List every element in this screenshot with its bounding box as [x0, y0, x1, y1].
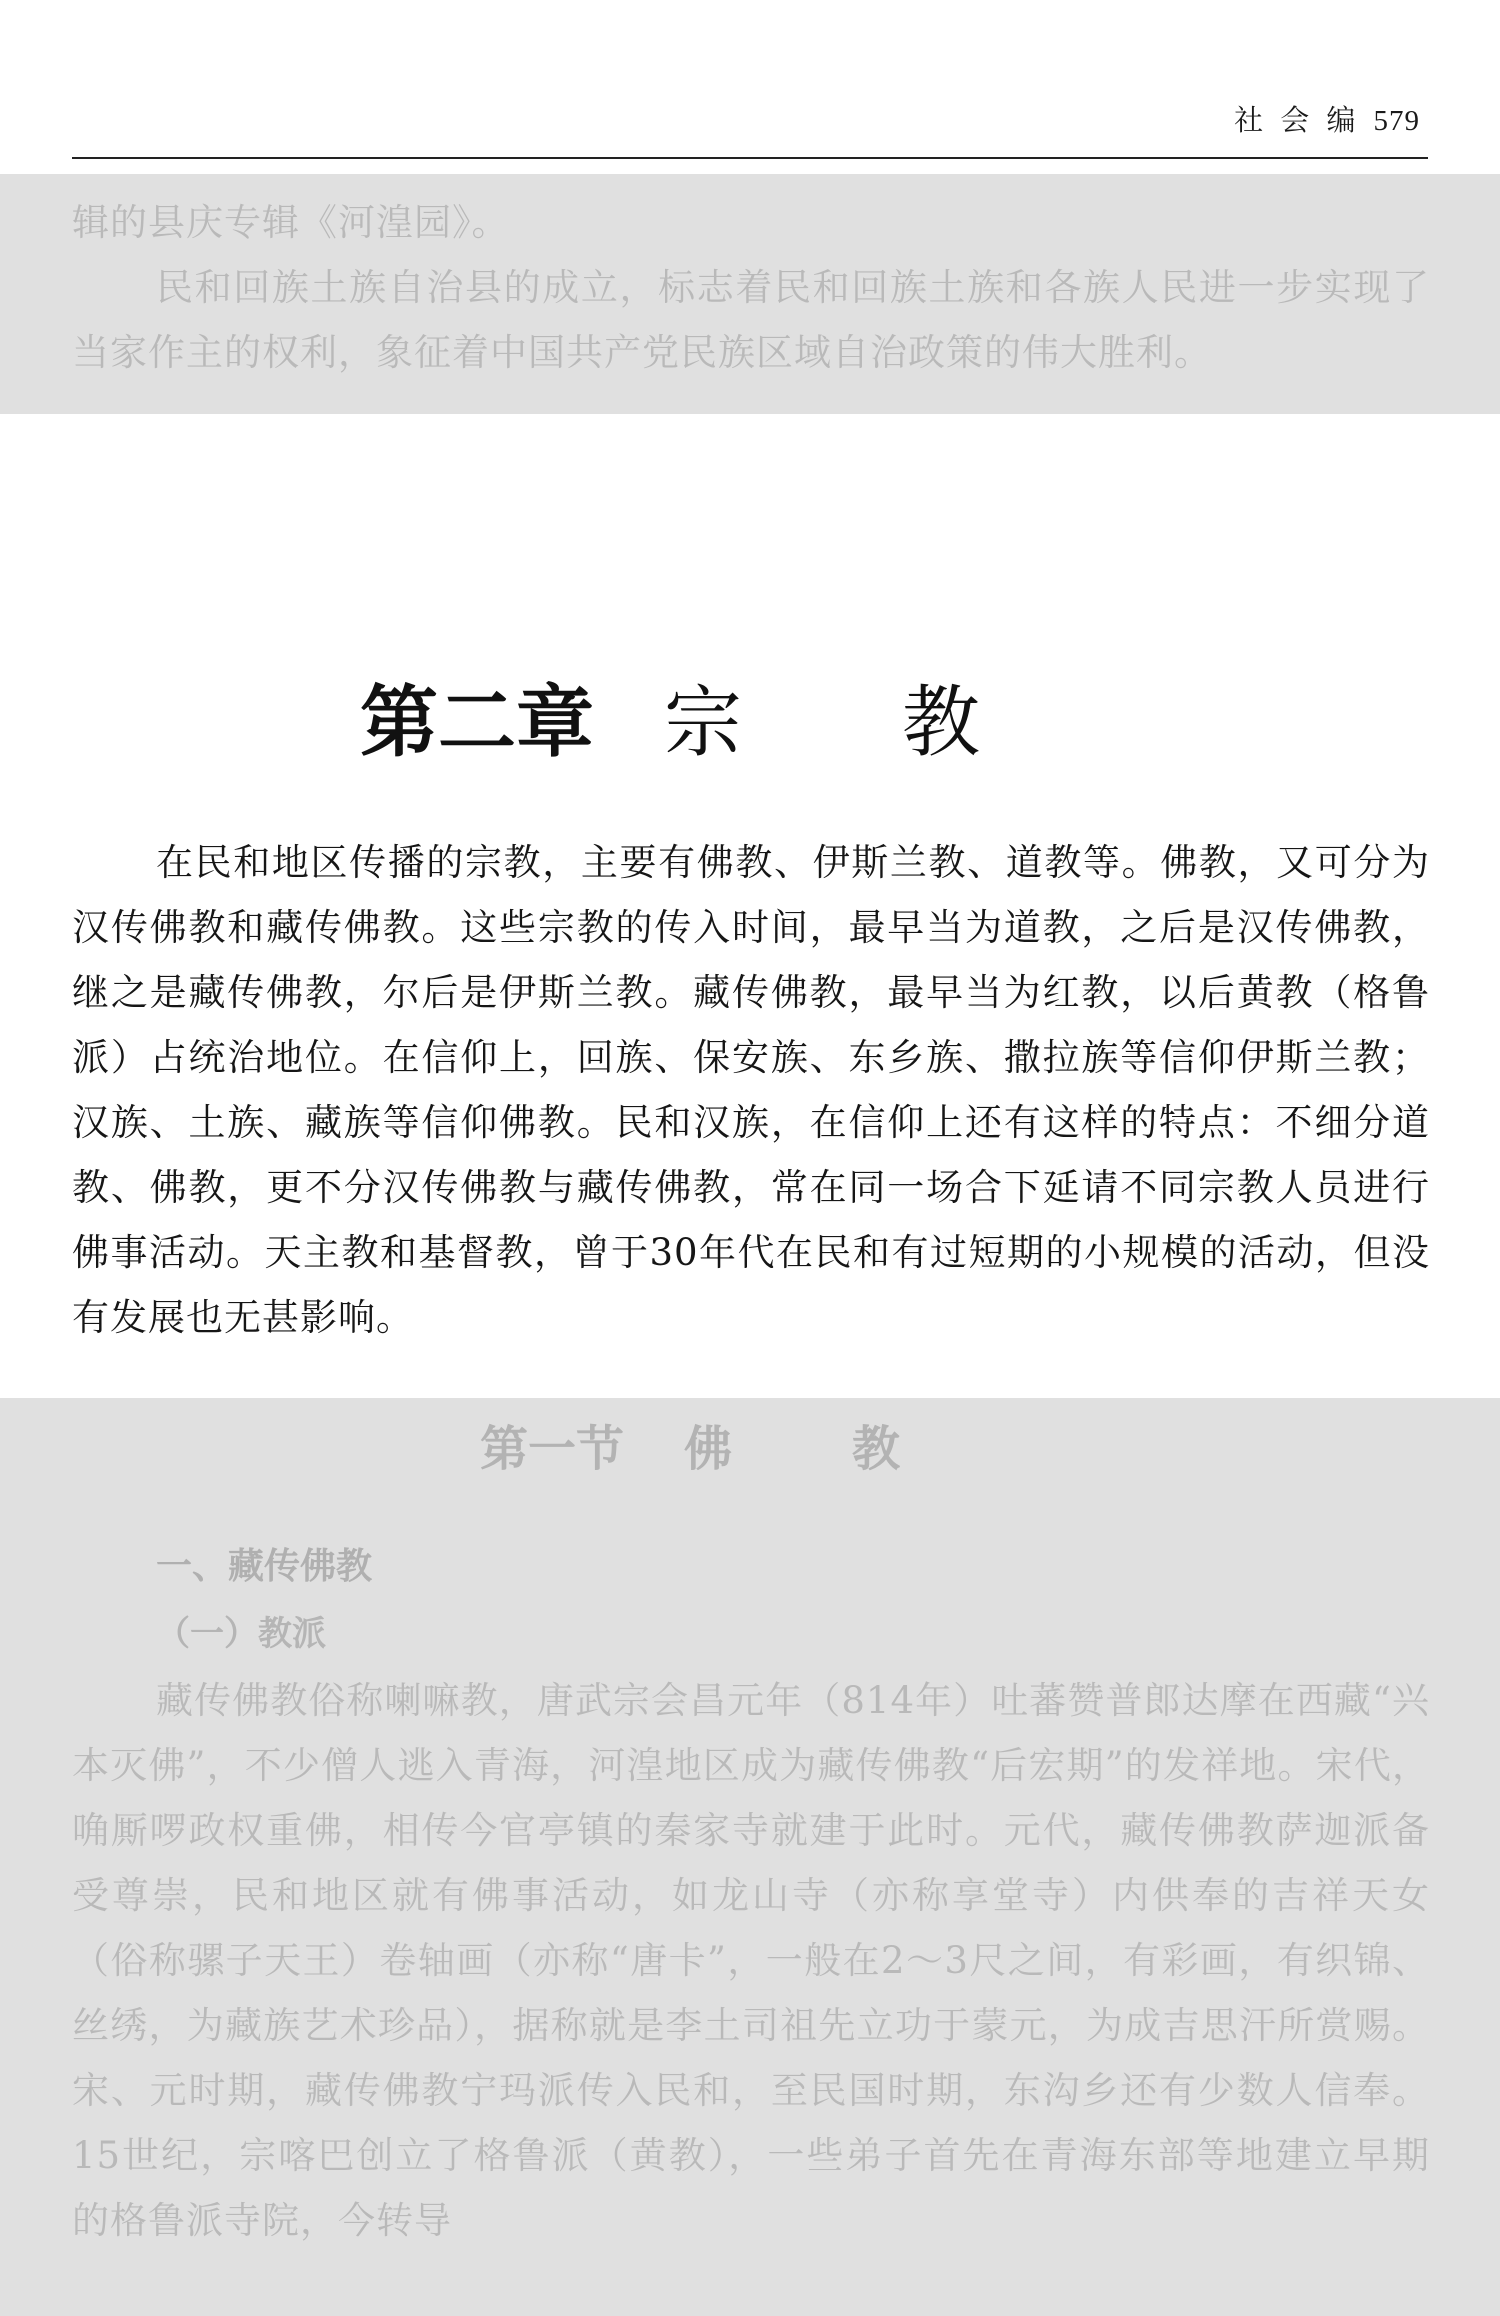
chapter-number: 第二章: [359, 678, 594, 768]
chapter-heading: [0, 660, 1500, 772]
running-header: [1234, 98, 1420, 139]
intro-paragraph: 在民和地区传播的宗教，主要有佛教、伊斯兰教、道教等。佛教，又可分为汉传佛教和藏传佛教。这些宗教的传入时间，最早当为道教，之后是汉传佛教，继之是藏传佛教，尔后是伊斯兰教。藏传佛教，最早当为红教，以后黄教（格鲁派）占统治地位。在信仰上，回族、保安族、东乡族、撒拉族等信仰伊斯兰教；汉族、土族、藏族等信仰佛教。民和汉族，在信仰上还有这样的特点：不细分道教、佛教，更不分汉传佛教与藏传佛教，常在同一场合下延请不同宗教人员进行佛事活动。天主教和基督教，曾于30年代在民和有过短期的小规模的活动，但没有发展也无甚影响。: [72, 841, 1430, 1339]
top-fragment-line: 辑的县庆专辑《河湟园》。: [72, 201, 510, 244]
header-section: 社 会 编: [1234, 103, 1360, 137]
section-title: 佛教: [684, 1421, 1021, 1477]
body-paragraph: 藏传佛教俗称喇嘛教，唐武宗会昌元年（814年）吐蕃赞普郎达摩在西藏“兴本灭佛”，不少僧人逃入青海，河湟地区成为藏传佛教“后宏期”的发祥地。宋代，唃厮啰政权重佛，相传今官亭镇的秦家寺就建于此时。元代，藏传佛教萨迦派备受尊崇，民和地区就有佛事活动，如龙山寺（亦称享堂寺）内供奉的吉祥天女（俗称骡子天王）卷轴画（亦称“唐卡”，一般在2～3尺之间，有彩画，有织锦、丝绣，为藏族艺术珍品），据称就是李土司祖先立功于蒙元，为成吉思汗所赏赐。宋、元时期，藏传佛教宁玛派传入民和，至民国时期，东沟乡还有少数人信奉。15世纪，宗喀巴创立了格鲁派（黄教），一些弟子首先在青海东部等地建立早期的格鲁派寺院，今转导: [72, 1679, 1430, 2242]
top-fragment-paragraph: 民和回族土族自治县的成立，标志着民和回族土族和各族人民进一步实现了当家作主的权利，象征着中国共产党民族区域自治政策的伟大胜利。: [72, 266, 1430, 374]
page-number: 579: [1373, 105, 1420, 137]
section-heading: [0, 1410, 1500, 1479]
subsection-heading: 一、藏传佛教: [156, 1546, 373, 1587]
chapter-title: 宗教: [664, 678, 1141, 768]
section-number: 第一节: [479, 1421, 624, 1477]
header-rule: [72, 157, 1428, 159]
subsubsection-heading: （一）教派: [156, 1614, 326, 1654]
